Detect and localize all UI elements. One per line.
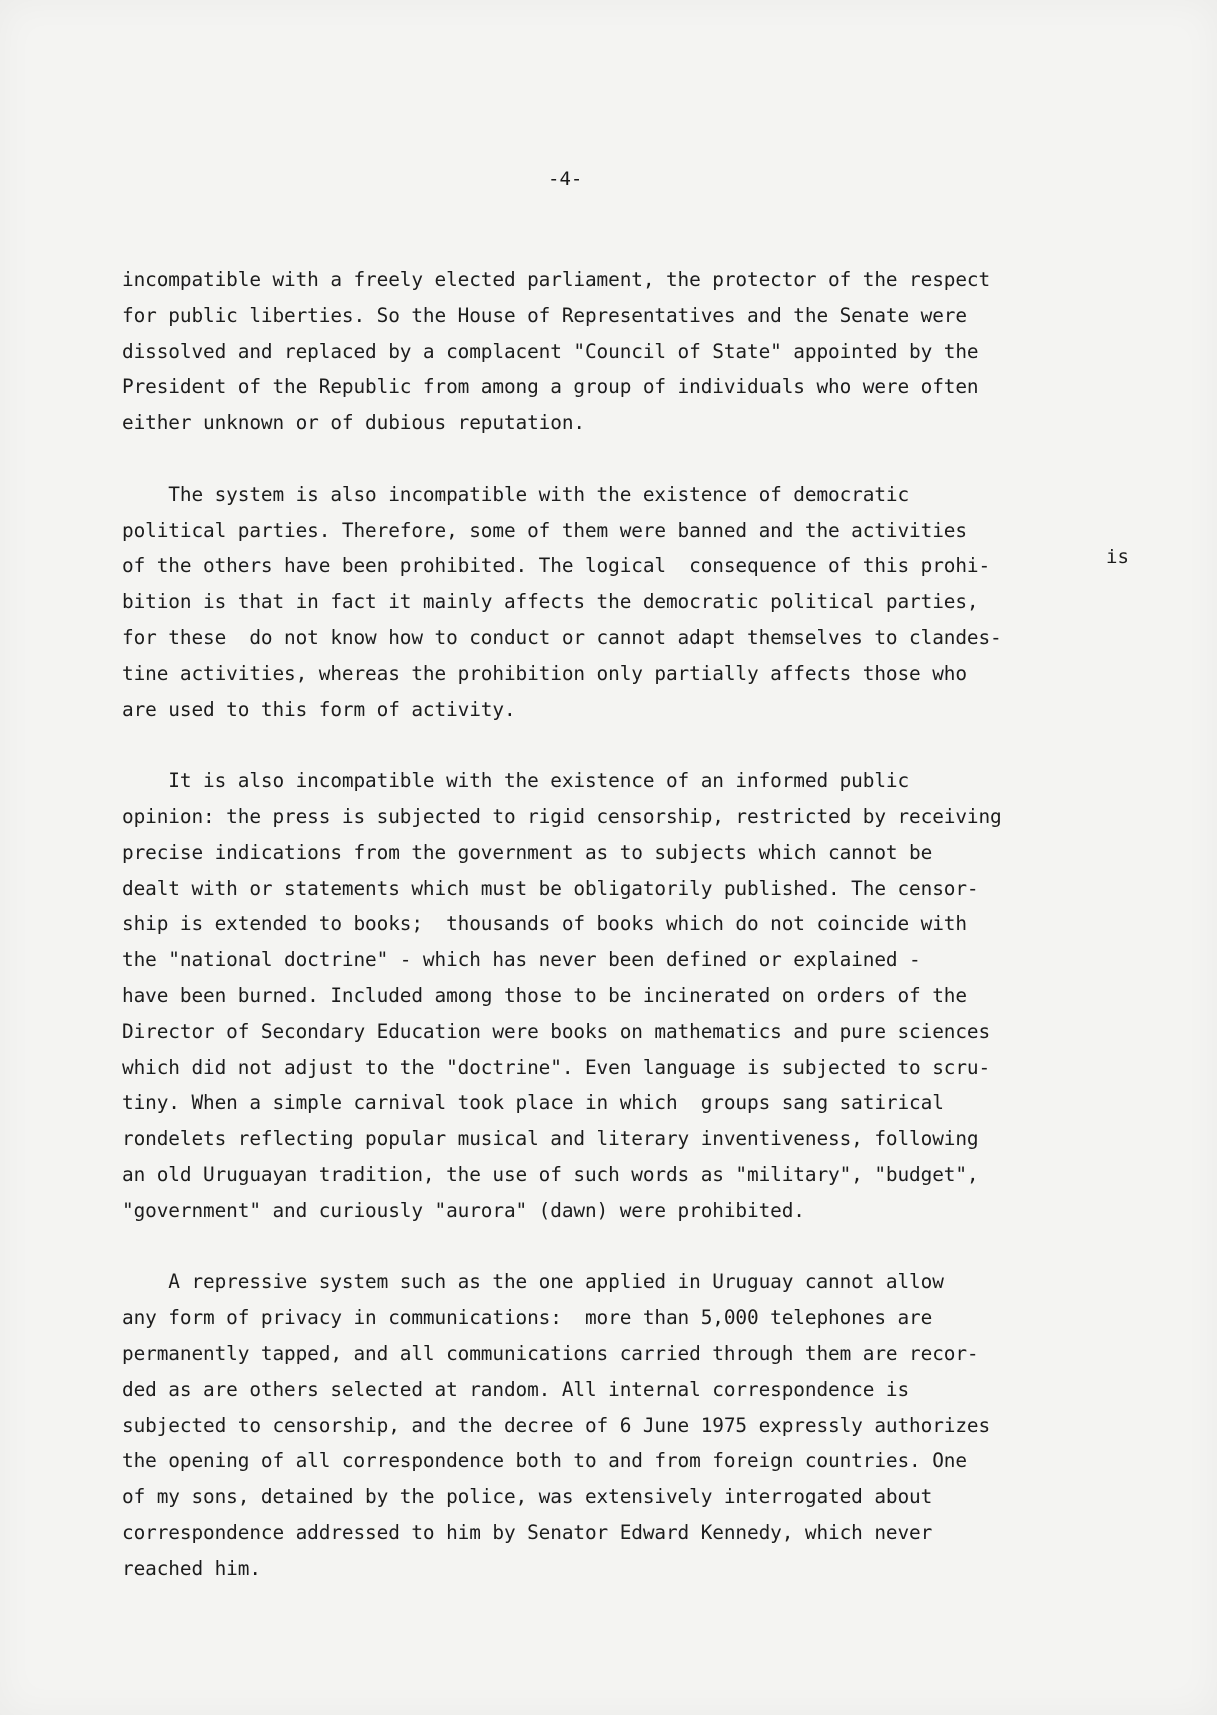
text-line: precise indications from the government as to subjects which cannot be (122, 840, 933, 864)
paragraph-2 (122, 477, 1052, 728)
text-line: tine activities, whereas the prohibition only partially affects those who (122, 661, 967, 685)
text-line: the opening of all correspondence both to and from foreign countries. One (122, 1449, 967, 1473)
text-line: tiny. When a simple carnival took place in which groups sang satirical (122, 1091, 944, 1115)
text-line: either unknown or of dubious reputation. (122, 411, 585, 435)
margin-mark: is (1106, 546, 1129, 568)
text-line: ship is extended to books; thousands of books which do not coincide with (122, 912, 967, 936)
document-body (122, 262, 1052, 1622)
text-line: Director of Secondary Education were books on mathematics and pure sciences (122, 1019, 991, 1043)
text-line: dealt with or statements which must be obligatorily published. The censor- (122, 876, 979, 900)
text-line: The system is also incompatible with the existence of democratic (122, 482, 910, 506)
text-line: the "national doctrine" - which has never been defined or explained - (122, 948, 921, 972)
text-line: rondelets reflecting popular musical and literary inventiveness, following (122, 1127, 979, 1151)
text-line: political parties. Therefore, some of them were banned and the activities (122, 518, 967, 542)
text-line: an old Uruguayan tradition, the use of such words as "military", "budget", (122, 1162, 979, 1186)
text-line: any form of privacy in communications: more than 5,000 telephones are (122, 1306, 933, 1330)
text-line: It is also incompatible with the existence of an informed public (122, 769, 910, 793)
text-line: of the others have been prohibited. The logical consequence of this prohi- (122, 554, 991, 578)
text-line: are used to this form of activity. (122, 697, 516, 721)
text-line: which did not adjust to the "doctrine". Even language is subjected to scru- (122, 1055, 991, 1079)
text-line: correspondence addressed to him by Senator Edward Kennedy, which never (122, 1520, 933, 1544)
text-line: bition is that in fact it mainly affects the democratic political parties, (122, 590, 979, 614)
paragraph-3 (122, 763, 1052, 1228)
paragraph-1 (122, 262, 1052, 441)
text-line: opinion: the press is subjected to rigid censorship, restricted by receiving (122, 804, 1002, 828)
text-line: for public liberties. So the House of Representatives and the Senate were (122, 303, 967, 327)
text-line: of my sons, detained by the police, was extensively interrogated about (122, 1485, 933, 1509)
text-line: A repressive system such as the one applied in Uruguay cannot allow (122, 1270, 944, 1294)
page-number: -4- (548, 168, 583, 190)
text-line: for these do not know how to conduct or cannot adapt themselves to clandes- (122, 625, 1002, 649)
text-line: dissolved and replaced by a complacent "Council of State" appointed by the (122, 339, 979, 363)
paragraph-4 (122, 1264, 1052, 1586)
text-line: President of the Republic from among a group of individuals who were often (122, 375, 979, 399)
text-line: ded as are others selected at random. All internal correspondence is (122, 1377, 910, 1401)
text-line: subjected to censorship, and the decree of 6 June 1975 expressly authorizes (122, 1413, 991, 1437)
text-line: incompatible with a freely elected parliament, the protector of the respect (122, 268, 991, 291)
text-line: have been burned. Included among those to be incinerated on orders of the (122, 983, 967, 1007)
text-line: permanently tapped, and all communications carried through them are recor- (122, 1341, 979, 1365)
text-line: reached him. (122, 1556, 261, 1580)
text-line: "government" and curiously "aurora" (dawn) were prohibited. (122, 1198, 805, 1222)
